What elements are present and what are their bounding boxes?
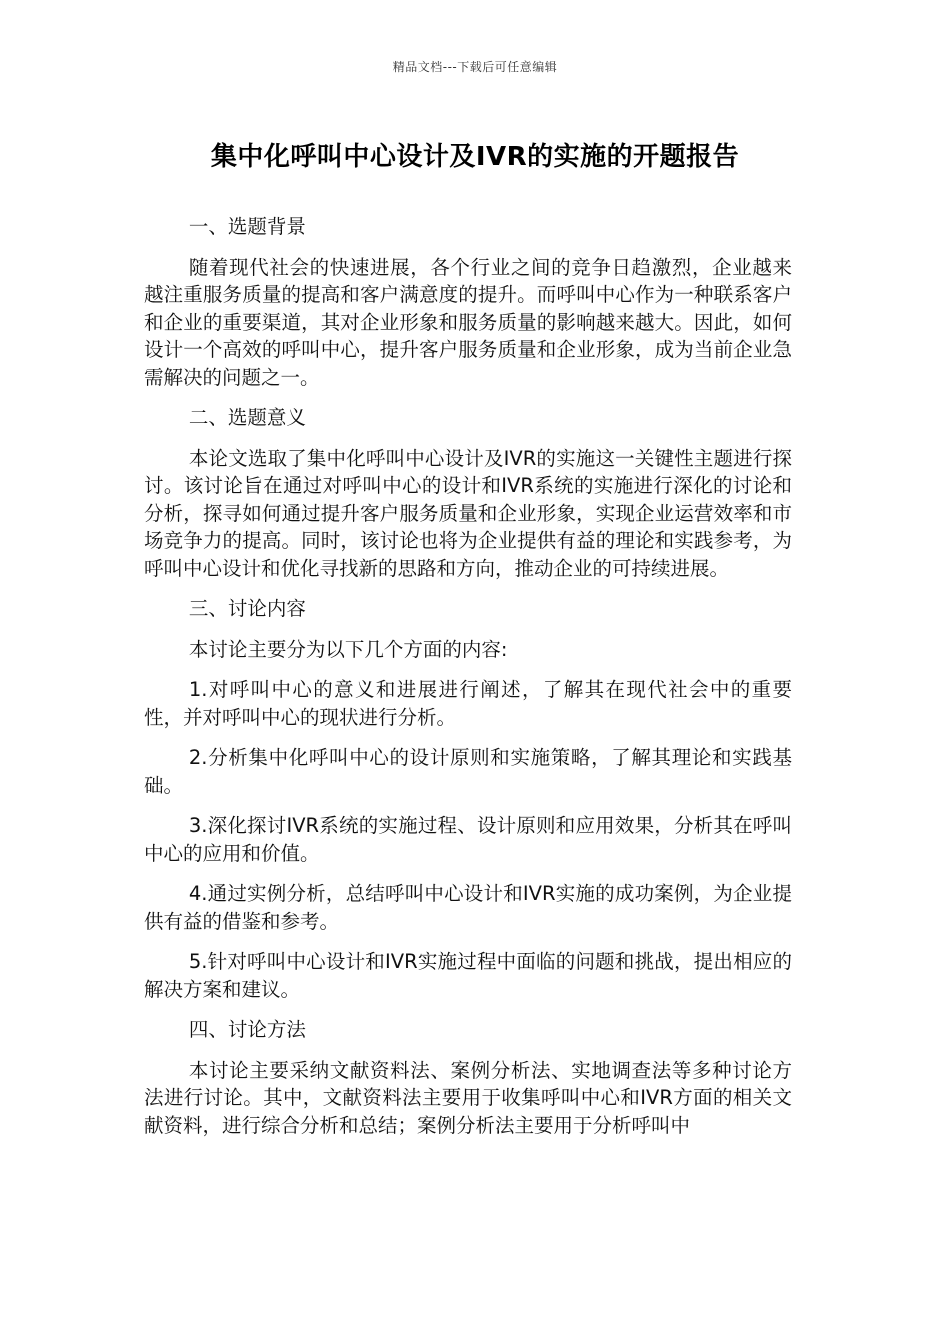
header-note: 精品文档---下载后可任意编辑 (392, 60, 558, 74)
section-heading-background: 一、选题背景 (188, 215, 306, 238)
section-heading-significance: 二、选题意义 (188, 406, 306, 429)
list-item-content-4: 4.通过实例分析，总结呼叫中心设计和IVR实施的成功案例，为企业提供有益的借鉴和参考。 (144, 882, 792, 933)
section-heading-methods: 四、讨论方法 (188, 1018, 306, 1041)
document-title: 集中化呼叫中心设计及IVR的实施的开题报告 (210, 142, 740, 172)
paragraph-content-intro: 本讨论主要分为以下几个方面的内容: (188, 637, 508, 661)
list-item-content-3: 3.深化探讨IVR系统的实施过程、设计原则和应用效果，分析其在呼叫中心的应用和价值。 (144, 814, 792, 865)
list-item-content-1: 1.对呼叫中心的意义和进展进行阐述，了解其在现代社会中的重要性，并对呼叫中心的现状进行分析。 (144, 678, 792, 729)
paragraph-methods: 本讨论主要采纳文献资料法、案例分析法、实地调查法等多种讨论方法进行讨论。其中，文献资料法主要用于收集呼叫中心和IVR方面的相关文献资料，进行综合分析和总结；案例分析法主要用于分析呼叫中 (144, 1058, 792, 1137)
paragraph-significance: 本论文选取了集中化呼叫中心设计及IVR的实施这一关键性主题进行探讨。该讨论旨在通过对呼叫中心的设计和IVR系统的实施进行深化的讨论和分析，探寻如何通过提升客户服务质量和企业形象，实现企业运营效率和市场竞争力的提高。同时，该讨论也将为企业提供有益的理论和实践参考，为呼叫中心设计和优化寻找新的思路和方向，推动企业的可持续进展。 (144, 446, 792, 580)
document-body (144, 213, 792, 1152)
list-item-content-5: 5.针对呼叫中心设计和IVR实施过程中面临的问题和挑战，提出相应的解决方案和建议。 (144, 950, 792, 1001)
paragraph-background: 随着现代社会的快速进展，各个行业之间的竞争日趋激烈，企业越来越注重服务质量的提高和客户满意度的提升。而呼叫中心作为一种联系客户和企业的重要渠道，其对企业形象和服务质量的影响越来越大。因此，如何设计一个高效的呼叫中心，提升客户服务质量和企业形象，成为当前企业急需解决的问题之一。 (144, 255, 792, 389)
list-item-content-2: 2.分析集中化呼叫中心的设计原则和实施策略，了解其理论和实践基础。 (144, 746, 792, 797)
section-heading-content: 三、讨论内容 (188, 597, 306, 620)
